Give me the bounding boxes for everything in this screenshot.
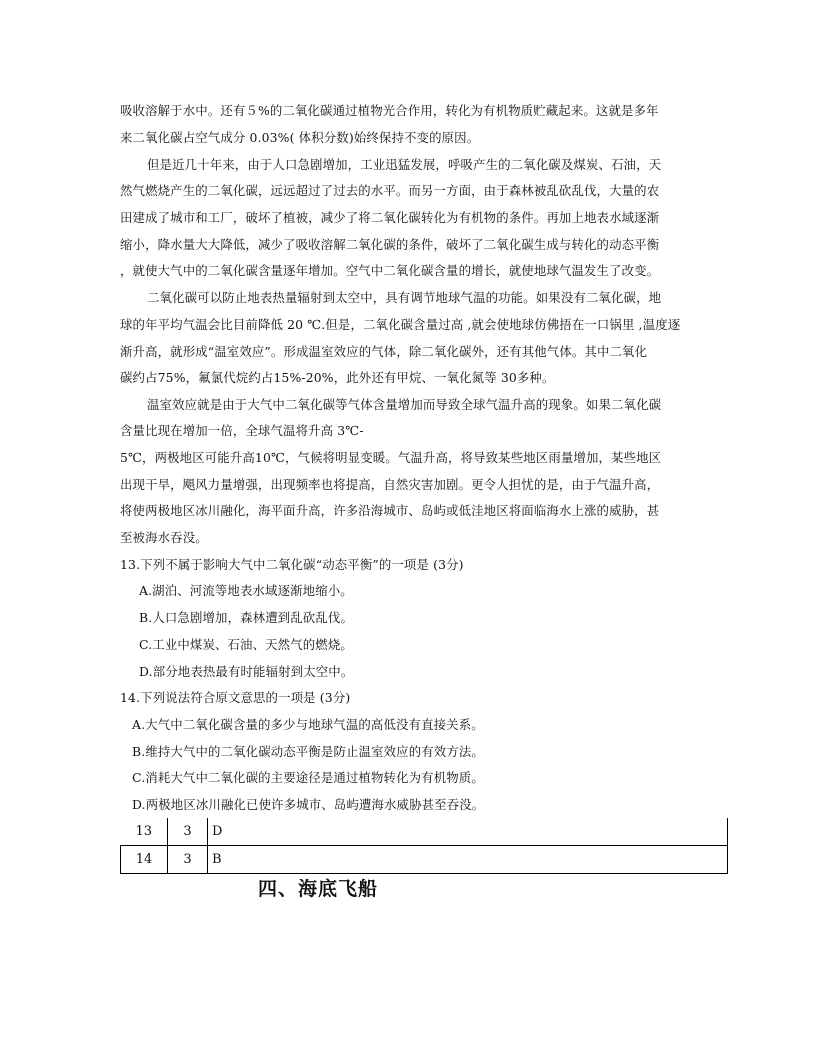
passage-line: 含量比现在增加一倍，全球气温将升高 3℃- [120, 423, 364, 438]
question-option: A.湖泊、河流等地表水域逐渐地缩小。 [139, 583, 353, 598]
question-option: C.工业中煤炭、石油、天然气的燃烧。 [139, 637, 353, 652]
passage-line: 然气燃烧产生的二氧化碳，远远超过了过去的水平。而另一方面，由于森林被乱砍乱伐，大量的农 [120, 183, 660, 198]
question-option: D.部分地表热最有时能辐射到太空中。 [139, 664, 354, 679]
question-option: A.大气中二氧化碳含量的多少与地球气温的高低没有直接关系。 [132, 717, 484, 732]
passage-line: 但是近几十年来，由于人口急剧增加，工业迅猛发展，呼吸产生的二氧化碳及煤炭、石油，天 [147, 157, 662, 172]
question-number-cell: 14 [121, 846, 168, 874]
answer-cell: D [208, 818, 728, 846]
passage-line: 碳约占75%，氟氯代烷约占15%-20%，此外还有甲烷、一氧化氮等 30多种。 [120, 370, 555, 385]
passage-line: 温室效应就是由于大气中二氧化碳等气体含量增加而导致全球气温升高的现象。如果二氧化碳 [147, 397, 662, 412]
question-option: C.消耗大气中二氧化碳的主要途径是通过植物转化为有机物质。 [132, 770, 484, 785]
table-row [121, 846, 728, 874]
question-option: B.维持大气中的二氧化碳动态平衡是防止温室效应的有效方法。 [132, 744, 484, 759]
passage-line: 来二氧化碳占空气成分 0.03%( 体积分数)始终保持不变的原因。 [120, 130, 480, 145]
question-stem: 13.下列不属于影响大气中二氧化碳“动态平衡”的一项是 (3分) [120, 557, 464, 572]
passage-line: 5℃，两极地区可能升高10℃，气候将明显变暖。气温升高，将导致某些地区雨量增加，某些地区 [120, 450, 662, 465]
answer-cell: B [208, 846, 728, 874]
passage-line: 缩小，降水量大大降低，减少了吸收溶解二氧化碳的条件，破坏了二氧化碳生成与转化的动态平衡 [120, 237, 660, 252]
question-number-cell: 13 [121, 818, 168, 846]
question-option: D.两极地区冰川融化已使许多城市、岛屿遭海水威胁甚至吞没。 [132, 797, 485, 812]
passage-line: 至被海水吞没。 [120, 530, 208, 545]
question-option: B.人口急剧增加，森林遭到乱砍乱伐。 [139, 610, 353, 625]
passage-line: 球的年平均气温会比目前降低 20 ℃.但是，二氧化碳含量过高 ,就会使地球仿佛捂在一口锅里 ,温度逐 [120, 317, 681, 332]
passage-line: 出现干旱，飓风力量增强，出现频率也将提高，自然灾害加剧。更令人担忧的是，由于气温升高， [120, 477, 660, 492]
question-stem: 14.下列说法符合原文意思的一项是 (3分) [120, 690, 351, 705]
passage-line: 二氧化碳可以防止地表热量辐射到太空中，具有调节地球气温的功能。如果没有二氧化碳，地 [147, 290, 662, 305]
passage-line: ，就使大气中的二氧化碳含量逐年增加。空气中二氧化碳含量的增长，就使地球气温发生了改变。 [120, 263, 660, 278]
score-cell: 3 [168, 818, 208, 846]
passage-line: 将使两极地区冰川融化，海平面升高，许多沿海城市、岛屿或低洼地区将面临海水上涨的威胁，甚 [120, 503, 660, 518]
section-title: 四、海底飞船 [258, 878, 379, 900]
passage-line: 渐升高，就形成“温室效应”。形成温室效应的气体，除二氧化碳外，还有其他气体。其中二氧化 [120, 344, 648, 359]
answer-table [120, 818, 728, 874]
score-cell: 3 [168, 846, 208, 874]
passage-line: 吸收溶解于水中。还有５%的二氧化碳通过植物光合作用，转化为有机物质贮藏起来。这就是多年 [120, 103, 659, 118]
passage-line: 田建成了城市和工厂，破坏了植被，减少了将二氧化碳转化为有机物的条件。再加上地表水域逐渐 [120, 210, 660, 225]
table-row [121, 818, 728, 846]
